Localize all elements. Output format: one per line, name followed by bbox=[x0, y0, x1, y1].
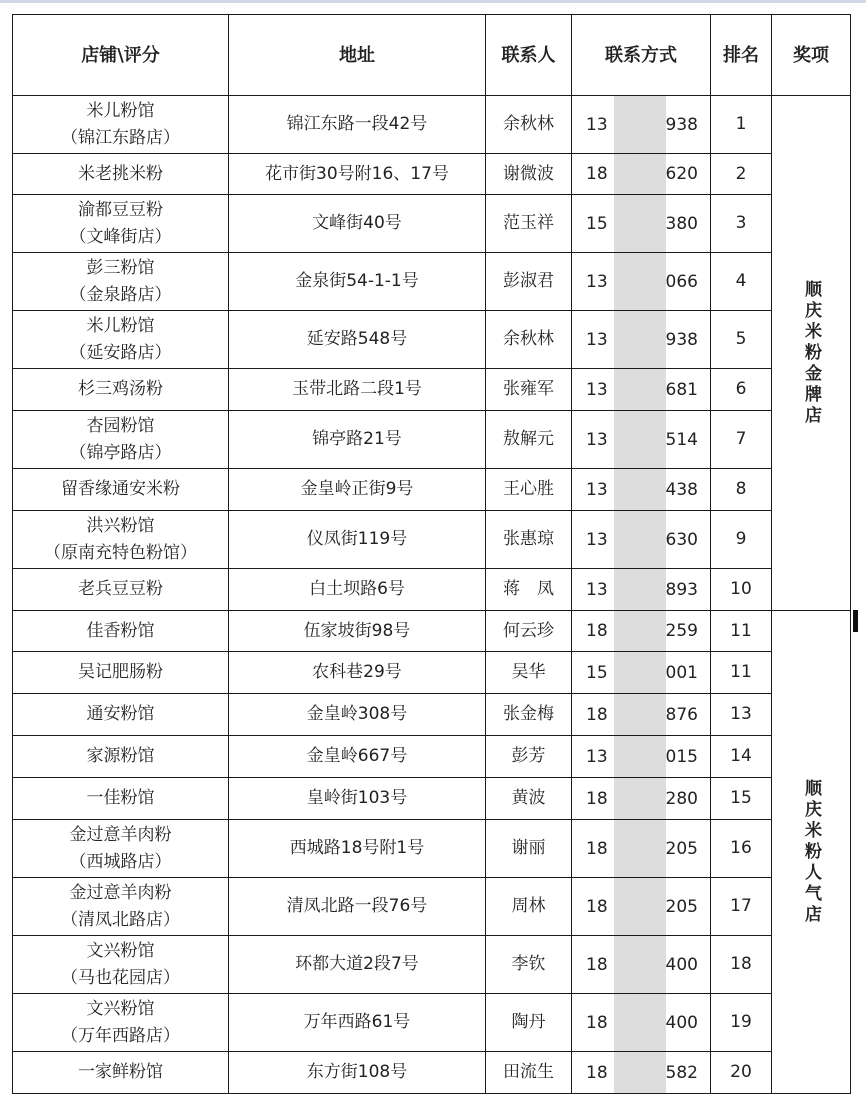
rank-cell: 14 bbox=[711, 736, 772, 778]
phone-prefix: 18 bbox=[586, 897, 608, 917]
address-cell: 文峰街40号 bbox=[229, 195, 486, 253]
shop-name: 米儿粉馆 bbox=[86, 100, 155, 121]
table-row bbox=[13, 411, 851, 469]
phone-suffix: 681 bbox=[665, 380, 698, 400]
rank-cell: 11 bbox=[711, 611, 772, 652]
header-phone: 联系方式 bbox=[572, 15, 711, 96]
address-cell: 白土坝路6号 bbox=[229, 569, 486, 611]
rank-cell: 2 bbox=[711, 154, 772, 195]
redaction-mask bbox=[614, 694, 666, 735]
table-row bbox=[13, 694, 851, 736]
shop-cell bbox=[13, 778, 229, 820]
phone-suffix: 630 bbox=[665, 530, 698, 550]
address-cell: 金皇岭667号 bbox=[229, 736, 486, 778]
shop-name: 老兵豆豆粉 bbox=[78, 579, 163, 599]
address-cell: 伍家坡街98号 bbox=[229, 611, 486, 652]
address-cell: 金皇岭正街9号 bbox=[229, 469, 486, 511]
phone-cell bbox=[572, 878, 711, 936]
shop-name: 杉三鸡汤粉 bbox=[78, 379, 163, 399]
redaction-mask bbox=[614, 511, 666, 568]
phone-suffix: 876 bbox=[665, 705, 698, 725]
shop-name: 一家鲜粉馆 bbox=[78, 1062, 163, 1082]
table-row bbox=[13, 195, 851, 253]
phone-suffix: 380 bbox=[665, 214, 698, 234]
phone-suffix: 582 bbox=[665, 1063, 698, 1083]
rank-cell: 16 bbox=[711, 820, 772, 878]
shop-cell bbox=[13, 652, 229, 694]
phone-prefix: 18 bbox=[586, 955, 608, 975]
award-popular bbox=[772, 611, 851, 1094]
contact-cell: 田流生 bbox=[486, 1052, 572, 1094]
redaction-mask bbox=[614, 253, 666, 310]
shop-branch: （万年西路店） bbox=[61, 1025, 180, 1046]
rank-cell: 10 bbox=[711, 569, 772, 611]
award-label: 顺庆米粉金牌店 bbox=[801, 279, 821, 427]
phone-suffix: 015 bbox=[665, 747, 698, 767]
shop-cell bbox=[13, 994, 229, 1052]
phone-prefix: 13 bbox=[586, 580, 608, 600]
redaction-mask bbox=[614, 154, 666, 194]
table-row bbox=[13, 96, 851, 154]
table-row bbox=[13, 154, 851, 195]
contact-cell: 谢丽 bbox=[486, 820, 572, 878]
phone-cell bbox=[572, 411, 711, 469]
phone-prefix: 18 bbox=[586, 621, 608, 641]
rank-cell: 17 bbox=[711, 878, 772, 936]
table-row bbox=[13, 569, 851, 611]
shop-cell bbox=[13, 511, 229, 569]
header-address: 地址 bbox=[229, 15, 486, 96]
address-cell: 玉带北路二段1号 bbox=[229, 369, 486, 411]
contact-cell: 李钦 bbox=[486, 936, 572, 994]
address-cell: 农科巷29号 bbox=[229, 652, 486, 694]
redaction-mask bbox=[614, 878, 666, 935]
contact-cell: 王心胜 bbox=[486, 469, 572, 511]
rank-cell: 5 bbox=[711, 311, 772, 369]
table-row bbox=[13, 652, 851, 694]
contact-cell: 张雍军 bbox=[486, 369, 572, 411]
shop-name: 渝都豆豆粉 bbox=[78, 199, 163, 220]
phone-cell bbox=[572, 369, 711, 411]
phone-suffix: 001 bbox=[665, 663, 698, 683]
redaction-mask bbox=[614, 369, 666, 410]
phone-cell bbox=[572, 96, 711, 154]
shop-cell bbox=[13, 253, 229, 311]
table-row bbox=[13, 1052, 851, 1094]
address-cell: 清凤北路一段76号 bbox=[229, 878, 486, 936]
shop-name: 家源粉馆 bbox=[86, 746, 155, 766]
rank-cell: 20 bbox=[711, 1052, 772, 1094]
ranking-table bbox=[12, 14, 851, 1094]
redaction-mask bbox=[614, 820, 666, 877]
phone-cell bbox=[572, 778, 711, 820]
phone-cell bbox=[572, 154, 711, 195]
phone-prefix: 18 bbox=[586, 705, 608, 725]
rank-cell: 13 bbox=[711, 694, 772, 736]
phone-prefix: 13 bbox=[586, 272, 608, 292]
shop-cell bbox=[13, 878, 229, 936]
phone-suffix: 066 bbox=[665, 272, 698, 292]
redaction-mask bbox=[614, 778, 666, 819]
table-row bbox=[13, 311, 851, 369]
address-cell: 东方街108号 bbox=[229, 1052, 486, 1094]
phone-cell bbox=[572, 994, 711, 1052]
shop-branch: （文峰街店） bbox=[69, 226, 172, 247]
table-row bbox=[13, 878, 851, 936]
contact-cell: 敖解元 bbox=[486, 411, 572, 469]
shop-branch: （原南充特色粉馆） bbox=[44, 542, 197, 563]
contact-cell: 张金梅 bbox=[486, 694, 572, 736]
contact-cell: 张惠琼 bbox=[486, 511, 572, 569]
header-row bbox=[13, 15, 851, 96]
shop-branch: （延安路店） bbox=[69, 342, 172, 363]
phone-suffix: 514 bbox=[665, 430, 698, 450]
shop-name: 一佳粉馆 bbox=[86, 788, 155, 808]
phone-prefix: 13 bbox=[586, 430, 608, 450]
address-cell: 延安路548号 bbox=[229, 311, 486, 369]
phone-prefix: 15 bbox=[586, 663, 608, 683]
rank-cell: 3 bbox=[711, 195, 772, 253]
contact-cell: 何云珍 bbox=[486, 611, 572, 652]
header-award: 奖项 bbox=[772, 15, 851, 96]
phone-suffix: 938 bbox=[665, 115, 698, 135]
redaction-mask bbox=[614, 96, 666, 153]
shop-name: 金过意羊肉粉 bbox=[69, 824, 172, 845]
rank-cell: 7 bbox=[711, 411, 772, 469]
table-row bbox=[13, 820, 851, 878]
address-cell: 万年西路61号 bbox=[229, 994, 486, 1052]
shop-branch: （锦江东路店） bbox=[61, 127, 180, 148]
phone-prefix: 13 bbox=[586, 115, 608, 135]
table-row bbox=[13, 469, 851, 511]
shop-cell bbox=[13, 311, 229, 369]
shop-name: 杏园粉馆 bbox=[86, 415, 155, 436]
table-row bbox=[13, 778, 851, 820]
table-row bbox=[13, 936, 851, 994]
phone-cell bbox=[572, 611, 711, 652]
contact-cell: 余秋林 bbox=[486, 96, 572, 154]
phone-cell bbox=[572, 469, 711, 511]
shop-name: 文兴粉馆 bbox=[86, 998, 155, 1019]
shop-name: 米儿粉馆 bbox=[86, 315, 155, 336]
phone-cell bbox=[572, 1052, 711, 1094]
rank-cell: 8 bbox=[711, 469, 772, 511]
table-row bbox=[13, 611, 851, 652]
shop-cell bbox=[13, 736, 229, 778]
rank-cell: 1 bbox=[711, 96, 772, 154]
contact-cell: 周林 bbox=[486, 878, 572, 936]
phone-suffix: 620 bbox=[665, 164, 698, 184]
table-row bbox=[13, 511, 851, 569]
shop-cell bbox=[13, 154, 229, 195]
header-shop: 店铺\评分 bbox=[13, 15, 229, 96]
address-cell: 皇岭街103号 bbox=[229, 778, 486, 820]
address-cell: 金泉街54-1-1号 bbox=[229, 253, 486, 311]
shop-name: 彭三粉馆 bbox=[86, 257, 155, 278]
rank-cell: 6 bbox=[711, 369, 772, 411]
rank-cell: 19 bbox=[711, 994, 772, 1052]
table-row bbox=[13, 369, 851, 411]
redaction-mask bbox=[614, 569, 666, 610]
table-row bbox=[13, 736, 851, 778]
phone-prefix: 13 bbox=[586, 380, 608, 400]
phone-cell bbox=[572, 820, 711, 878]
phone-suffix: 438 bbox=[665, 480, 698, 500]
rank-cell: 15 bbox=[711, 778, 772, 820]
redaction-mask bbox=[614, 195, 666, 252]
rank-cell: 18 bbox=[711, 936, 772, 994]
phone-suffix: 205 bbox=[665, 839, 698, 859]
shop-branch: （西城路店） bbox=[69, 851, 172, 872]
shop-name: 吴记肥肠粉 bbox=[78, 662, 163, 682]
header-contact: 联系人 bbox=[486, 15, 572, 96]
shop-name: 通安粉馆 bbox=[86, 704, 155, 724]
address-cell: 锦江东路一段42号 bbox=[229, 96, 486, 154]
redaction-mask bbox=[614, 652, 666, 693]
phone-cell bbox=[572, 694, 711, 736]
rank-cell: 11 bbox=[711, 652, 772, 694]
phone-prefix: 13 bbox=[586, 530, 608, 550]
phone-cell bbox=[572, 311, 711, 369]
redaction-mask bbox=[614, 411, 666, 468]
rank-cell: 4 bbox=[711, 253, 772, 311]
redaction-mask bbox=[614, 736, 666, 777]
shop-cell bbox=[13, 936, 229, 994]
phone-prefix: 18 bbox=[586, 789, 608, 809]
phone-cell bbox=[572, 736, 711, 778]
shop-cell bbox=[13, 569, 229, 611]
phone-suffix: 400 bbox=[665, 1013, 698, 1033]
phone-prefix: 13 bbox=[586, 330, 608, 350]
contact-cell: 彭芳 bbox=[486, 736, 572, 778]
redaction-mask bbox=[614, 469, 666, 510]
phone-suffix: 938 bbox=[665, 330, 698, 350]
shop-cell bbox=[13, 369, 229, 411]
phone-prefix: 13 bbox=[586, 480, 608, 500]
award-gold bbox=[772, 96, 851, 611]
address-cell: 环都大道2段7号 bbox=[229, 936, 486, 994]
contact-cell: 彭淑君 bbox=[486, 253, 572, 311]
phone-suffix: 205 bbox=[665, 897, 698, 917]
shop-name: 文兴粉馆 bbox=[86, 940, 155, 961]
shop-name: 佳香粉馆 bbox=[86, 620, 155, 641]
phone-prefix: 18 bbox=[586, 1013, 608, 1033]
table-row bbox=[13, 994, 851, 1052]
contact-cell: 谢微波 bbox=[486, 154, 572, 195]
shop-name: 金过意羊肉粉 bbox=[69, 882, 172, 903]
shop-cell bbox=[13, 611, 229, 652]
shop-branch: （锦亭路店） bbox=[69, 442, 172, 463]
phone-prefix: 13 bbox=[586, 747, 608, 767]
shop-cell bbox=[13, 694, 229, 736]
contact-cell: 黄波 bbox=[486, 778, 572, 820]
phone-cell bbox=[572, 569, 711, 611]
shop-name: 洪兴粉馆 bbox=[86, 515, 155, 536]
rank-cell: 9 bbox=[711, 511, 772, 569]
phone-suffix: 400 bbox=[665, 955, 698, 975]
redaction-mask bbox=[614, 994, 666, 1051]
phone-cell bbox=[572, 253, 711, 311]
address-cell: 锦亭路21号 bbox=[229, 411, 486, 469]
shop-branch: （马也花园店） bbox=[61, 967, 180, 988]
phone-suffix: 259 bbox=[665, 621, 698, 641]
header-rank: 排名 bbox=[711, 15, 772, 96]
phone-prefix: 15 bbox=[586, 214, 608, 234]
contact-cell: 陶丹 bbox=[486, 994, 572, 1052]
phone-cell bbox=[572, 195, 711, 253]
table-row bbox=[13, 253, 851, 311]
address-cell: 仪凤街119号 bbox=[229, 511, 486, 569]
redaction-mask bbox=[614, 311, 666, 368]
shop-cell bbox=[13, 820, 229, 878]
contact-cell: 吴华 bbox=[486, 652, 572, 694]
address-cell: 花市街30号附16、17号 bbox=[229, 154, 486, 195]
edge-mark bbox=[853, 610, 858, 632]
address-cell: 金皇岭308号 bbox=[229, 694, 486, 736]
shop-name: 留香缘通安米粉 bbox=[61, 479, 180, 499]
phone-prefix: 18 bbox=[586, 839, 608, 859]
phone-suffix: 280 bbox=[665, 789, 698, 809]
top-rule bbox=[0, 0, 866, 3]
shop-name: 米老挑米粉 bbox=[78, 163, 163, 184]
shop-cell bbox=[13, 1052, 229, 1094]
contact-cell: 蒋 凤 bbox=[486, 569, 572, 611]
phone-prefix: 18 bbox=[586, 1063, 608, 1083]
redaction-mask bbox=[614, 611, 666, 651]
shop-cell bbox=[13, 411, 229, 469]
address-cell: 西城路18号附1号 bbox=[229, 820, 486, 878]
award-label: 顺庆米粉人气店 bbox=[801, 778, 821, 926]
contact-cell: 范玉祥 bbox=[486, 195, 572, 253]
shop-branch: （金泉路店） bbox=[69, 284, 172, 305]
phone-cell bbox=[572, 652, 711, 694]
redaction-mask bbox=[614, 1052, 666, 1093]
phone-prefix: 18 bbox=[586, 164, 608, 184]
shop-branch: （清凤北路店） bbox=[61, 909, 180, 930]
redaction-mask bbox=[614, 936, 666, 993]
shop-cell bbox=[13, 195, 229, 253]
phone-cell bbox=[572, 936, 711, 994]
phone-cell bbox=[572, 511, 711, 569]
contact-cell: 余秋林 bbox=[486, 311, 572, 369]
phone-suffix: 893 bbox=[665, 580, 698, 600]
shop-cell bbox=[13, 469, 229, 511]
shop-cell bbox=[13, 96, 229, 154]
